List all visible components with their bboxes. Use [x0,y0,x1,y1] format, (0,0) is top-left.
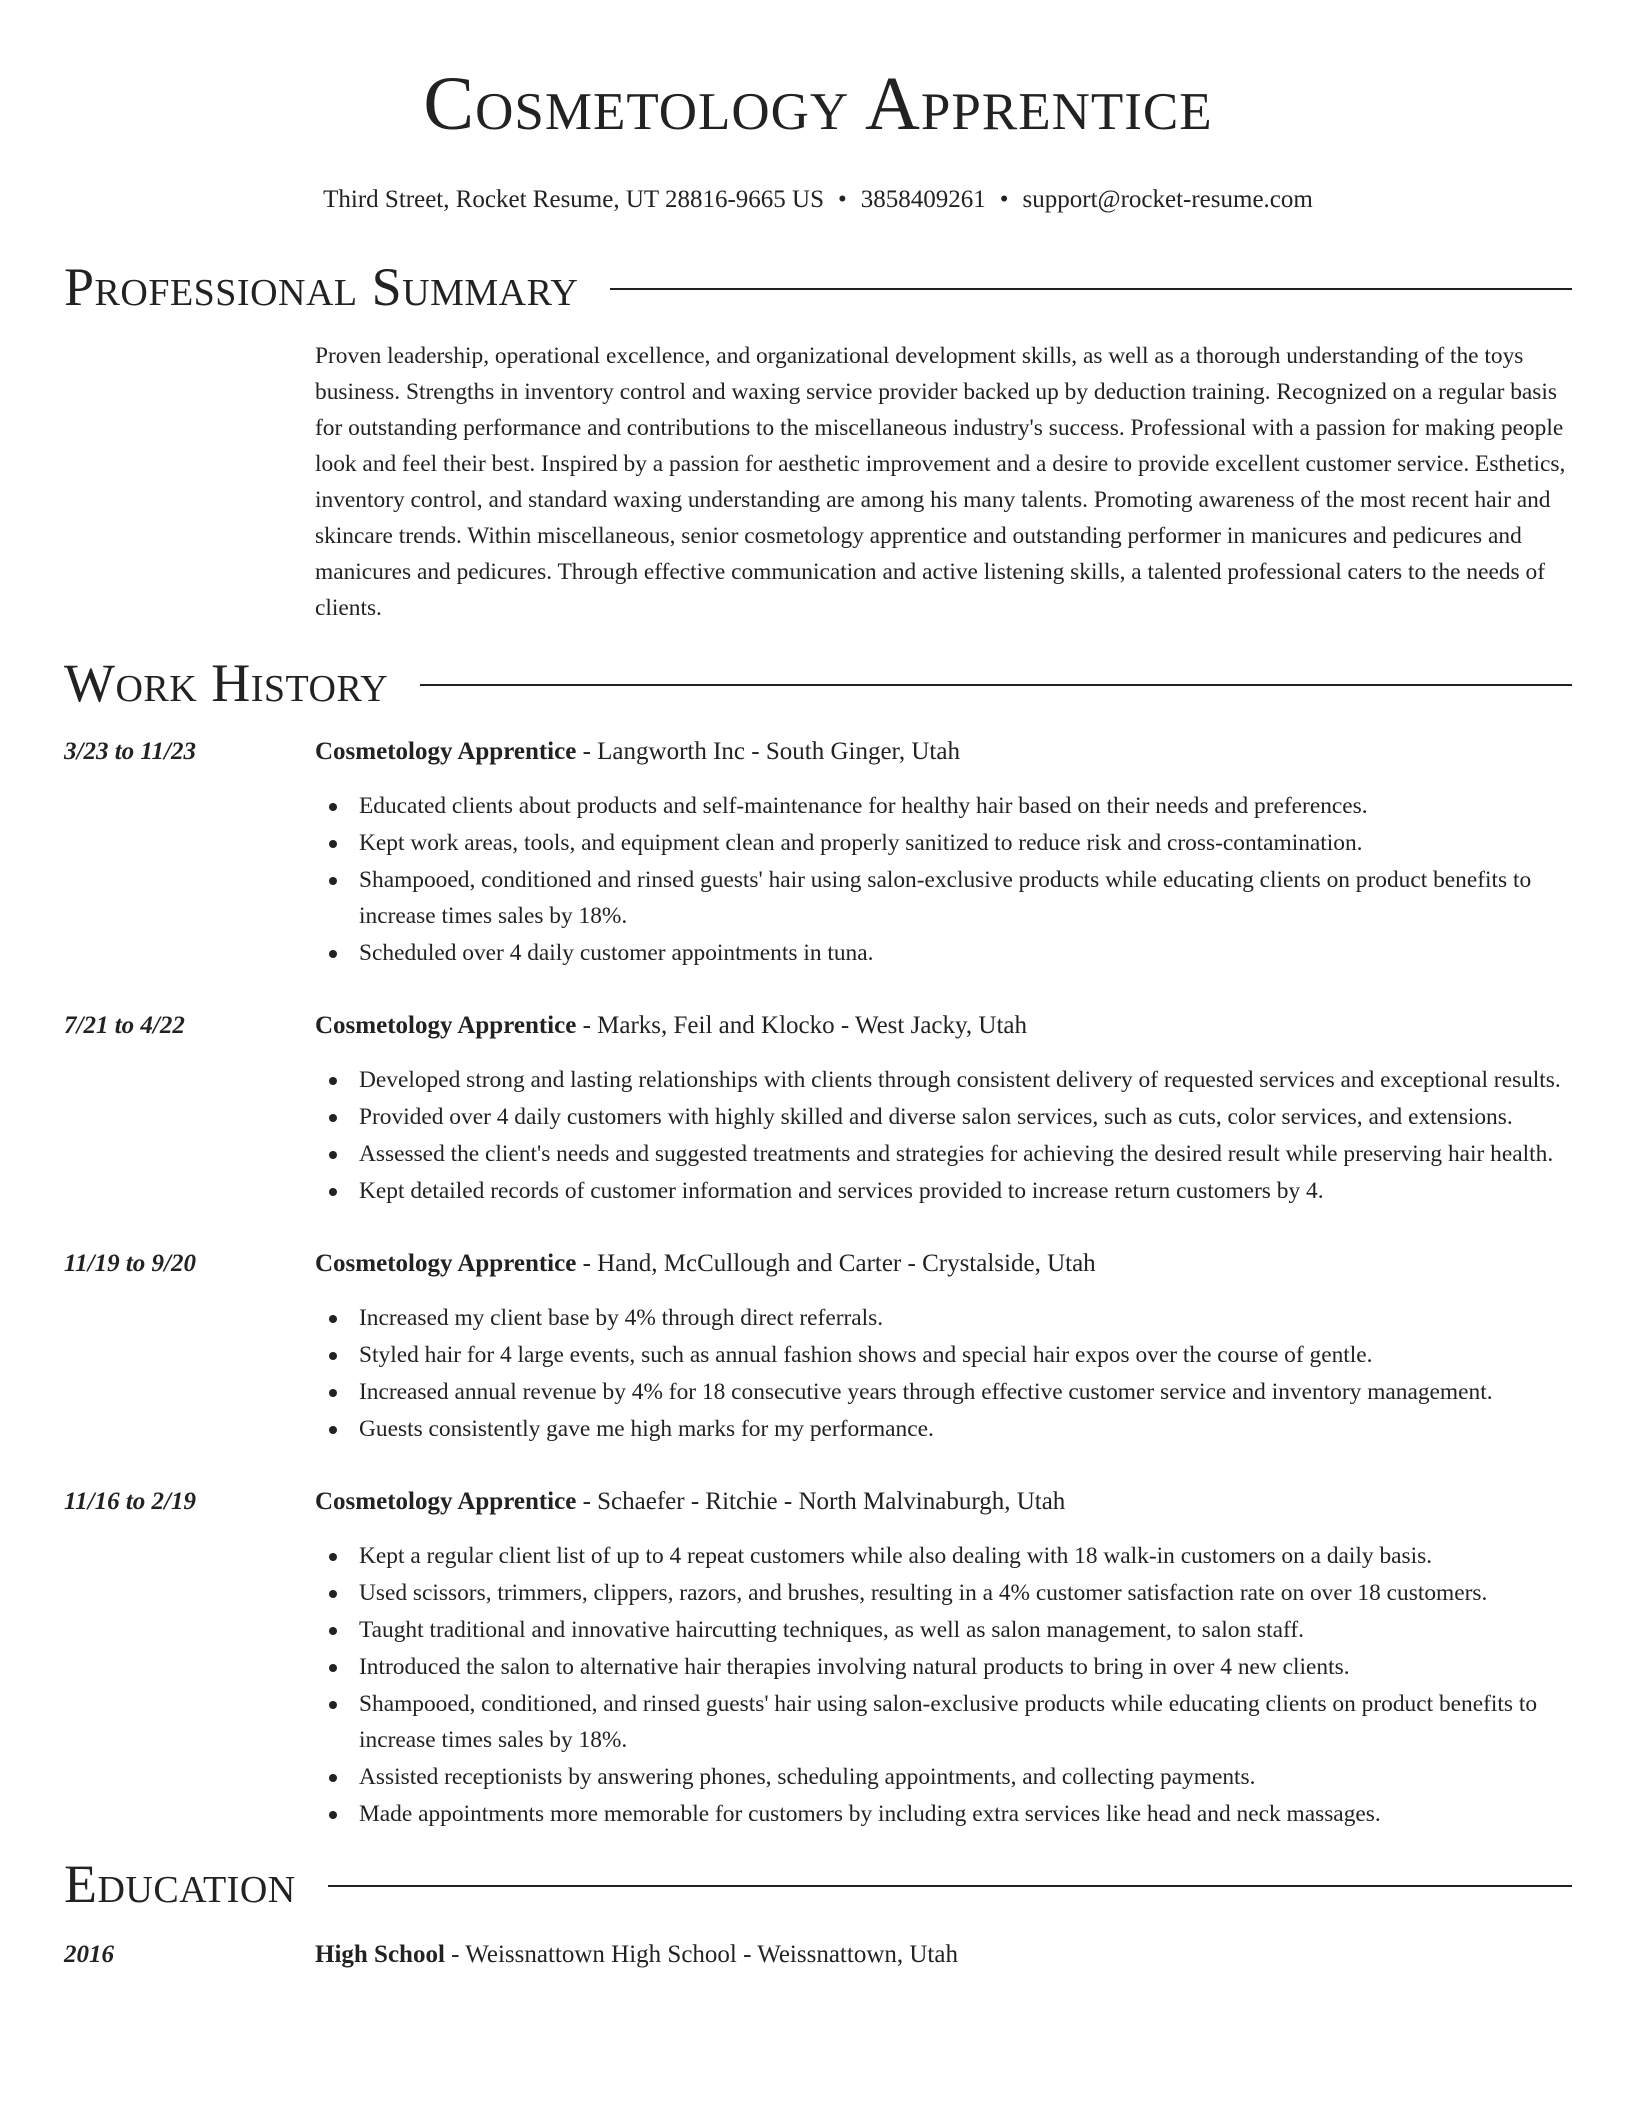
section-divider [610,288,1572,290]
job-bullet: Shampooed, conditioned and rinsed guests' hair using salon-exclusive products while educating clients on product benefits to increase times sales by 18%. [315,862,1572,934]
job-title-line [315,1246,1572,1282]
contact-separator: • [838,186,847,213]
job-entry [64,1484,1572,1833]
job-title-line [315,1484,1572,1520]
job-body [315,1246,1572,1448]
job-title: Cosmetology Apprentice [315,1488,577,1515]
job-bullet: Scheduled over 4 daily customer appointments in tuna. [315,935,1572,971]
contact-address: Third Street, Rocket Resume, UT 28816-9665 US [323,186,825,213]
education-line [315,1937,958,1973]
work-heading: Work History [64,653,389,713]
education-list [64,1937,1572,1973]
contact-separator: • [999,186,1009,213]
job-employer-location: - Schaefer - Ritchie - North Malvinaburgh, Utah [576,1488,1066,1515]
job-body [315,734,1572,972]
job-bullet: Shampooed, conditioned, and rinsed guests' hair using salon-exclusive products while educating clients on product benefits to increase times sales by 18%. [315,1686,1572,1758]
job-employer-location: - Langworth Inc - South Ginger, Utah [576,738,960,765]
work-section-header [64,652,1572,714]
job-bullet: Assessed the client's needs and suggested treatments and strategies for achieving the desired result while preserving hair health. [315,1136,1572,1172]
job-body [315,1484,1572,1833]
job-bullet-list [315,1538,1572,1832]
job-body [315,1008,1572,1210]
education-section-header [64,1853,1572,1915]
job-employer-location: - Hand, McCullough and Carter - Crystalside, Utah [576,1250,1096,1277]
contact-line [64,184,1572,216]
section-divider [328,1885,1572,1887]
job-bullet-list [315,1062,1572,1209]
summary-section-header [64,256,1572,318]
job-title: Cosmetology Apprentice [315,1250,577,1277]
summary-heading: Professional Summary [64,257,579,317]
job-dates: 7/21 to 4/22 [64,1012,185,1039]
education-entry [64,1937,1572,1973]
section-divider [420,684,1572,686]
job-bullet: Kept detailed records of customer information and services provided to increase return customers by 4. [315,1173,1572,1209]
job-entry [64,1008,1572,1210]
job-bullet: Assisted receptionists by answering phones, scheduling appointments, and collecting payments. [315,1759,1572,1795]
job-title-line [315,1008,1572,1044]
summary-text: Proven leadership, operational excellence, and organizational development skills, as well as a thorough understanding of the toys business. Strengths in inventory control and waxing service provider backed up by deduction training. Recognized on a regular basis for outstanding performance and contributions to the miscellaneous industry's success. Professional with a passion for making people look and feel their best. Inspired by a passion for aesthetic improvement and a desire to provide excellent customer service. Esthetics, inventory control, and standard waxing understanding are among his many talents. Promoting awareness of the most recent hair and skincare trends. Within miscellaneous, senior cosmetology apprentice and outstanding performer in manicures and pedicures and manicures and pedicures. Through effective communication and active listening skills, a talented professional caters to the needs of clients. [315,343,1566,621]
job-bullet: Made appointments more memorable for customers by including extra services like head and neck massages. [315,1796,1572,1832]
job-bullet: Provided over 4 daily customers with highly skilled and diverse salon services, such as cuts, color services, and extensions. [315,1099,1572,1135]
job-bullet-list [315,1300,1572,1447]
job-employer-location: - Marks, Feil and Klocko - West Jacky, Utah [576,1012,1027,1039]
job-bullet: Guests consistently gave me high marks for my performance. [315,1411,1572,1447]
job-bullet: Introduced the salon to alternative hair therapies involving natural products to bring in over 4 new clients. [315,1649,1572,1685]
job-entry [64,1246,1572,1448]
education-degree: High School [315,1941,445,1968]
candidate-name: Cosmetology Apprentice [423,62,1213,146]
job-dates: 11/16 to 2/19 [64,1488,196,1515]
contact-email[interactable]: support@rocket-resume.com [1022,186,1313,213]
job-entry [64,734,1572,972]
job-bullet: Used scissors, trimmers, clippers, razors, and brushes, resulting in a 4% customer satisfaction rate on over 18 customers. [315,1575,1572,1611]
job-bullet: Educated clients about products and self-maintenance for healthy hair based on their needs and preferences. [315,788,1572,824]
education-year: 2016 [64,1941,114,1968]
job-title-line [315,734,1572,770]
job-bullet: Developed strong and lasting relationships with clients through consistent delivery of requested services and exceptional results. [315,1062,1572,1098]
job-bullet: Kept work areas, tools, and equipment clean and properly sanitized to reduce risk and cross-contamination. [315,825,1572,861]
job-bullet: Increased my client base by 4% through direct referrals. [315,1300,1572,1336]
job-bullet: Increased annual revenue by 4% for 18 consecutive years through effective customer service and inventory management. [315,1374,1572,1410]
job-bullet-list [315,788,1572,971]
job-title: Cosmetology Apprentice [315,738,577,765]
job-dates: 3/23 to 11/23 [64,738,196,765]
job-bullet: Kept a regular client list of up to 4 repeat customers while also dealing with 18 walk-in customers on a daily basis. [315,1538,1572,1574]
job-dates: 11/19 to 9/20 [64,1250,196,1277]
education-heading: Education [64,1854,296,1914]
job-bullet: Styled hair for 4 large events, such as annual fashion shows and special hair expos over the course of gentle. [315,1337,1572,1373]
job-bullet: Taught traditional and innovative haircutting techniques, as well as salon management, to salon staff. [315,1612,1572,1648]
education-school-location: - Weissnattown High School - Weissnattown, Utah [444,1941,958,1968]
job-title: Cosmetology Apprentice [315,1012,577,1039]
work-history-list [64,734,1572,1833]
contact-phone: 3858409261 [860,186,986,213]
